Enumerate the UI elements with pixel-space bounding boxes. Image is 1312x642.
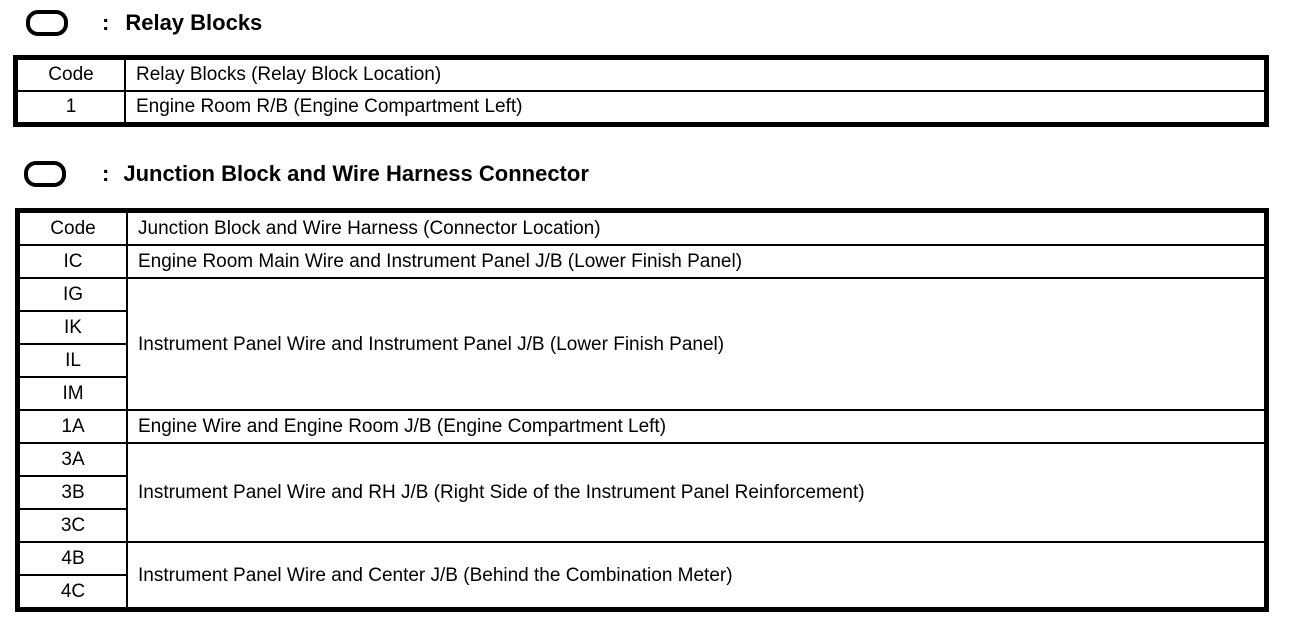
- relay-blocks-table: [16, 58, 1266, 124]
- code-cell: 3A: [19, 443, 127, 476]
- description-cell: Engine Room R/B (Engine Compartment Left): [125, 91, 1265, 123]
- junction-block-symbol-icon: [24, 161, 66, 187]
- description-cell: Instrument Panel Wire and RH J/B (Right Side of the Instrument Panel Reinforcement): [127, 443, 1265, 542]
- code-cell: 1: [17, 91, 125, 123]
- table-header-row: [17, 59, 1265, 91]
- code-cell: 4B: [19, 542, 127, 575]
- table-header-row: [19, 212, 1265, 245]
- table-row: [19, 443, 1265, 476]
- junction-block-header: [24, 157, 589, 191]
- table-row: [19, 410, 1265, 443]
- table-row: [19, 278, 1265, 311]
- code-cell: IG: [19, 278, 127, 311]
- description-cell: Instrument Panel Wire and Center J/B (Behind the Combination Meter): [127, 542, 1265, 608]
- code-cell: IK: [19, 311, 127, 344]
- code-cell: 3B: [19, 476, 127, 509]
- code-cell: 4C: [19, 575, 127, 608]
- code-cell: 1A: [19, 410, 127, 443]
- code-cell: IC: [19, 245, 127, 278]
- relay-blocks-header: [26, 6, 262, 40]
- description-cell: Instrument Panel Wire and Instrument Panel J/B (Lower Finish Panel): [127, 278, 1265, 410]
- description-header: Junction Block and Wire Harness (Connector Location): [127, 212, 1265, 245]
- code-cell: 3C: [19, 509, 127, 542]
- table-row: [17, 91, 1265, 123]
- description-cell: Engine Room Main Wire and Instrument Panel J/B (Lower Finish Panel): [127, 245, 1265, 278]
- description-header: Relay Blocks (Relay Block Location): [125, 59, 1265, 91]
- code-header: Code: [19, 212, 127, 245]
- code-header: Code: [17, 59, 125, 91]
- junction-colon: :: [102, 161, 110, 186]
- junction-block-table: [18, 211, 1266, 609]
- relay-blocks-title: Relay Blocks: [125, 10, 263, 35]
- relay-colon: :: [102, 10, 110, 35]
- table-row: [19, 542, 1265, 575]
- table-row: [19, 245, 1265, 278]
- description-cell: Engine Wire and Engine Room J/B (Engine Compartment Left): [127, 410, 1265, 443]
- relay-block-symbol-icon: [26, 10, 68, 36]
- code-cell: IL: [19, 344, 127, 377]
- junction-block-title: Junction Block and Wire Harness Connector: [123, 161, 589, 186]
- code-cell: IM: [19, 377, 127, 410]
